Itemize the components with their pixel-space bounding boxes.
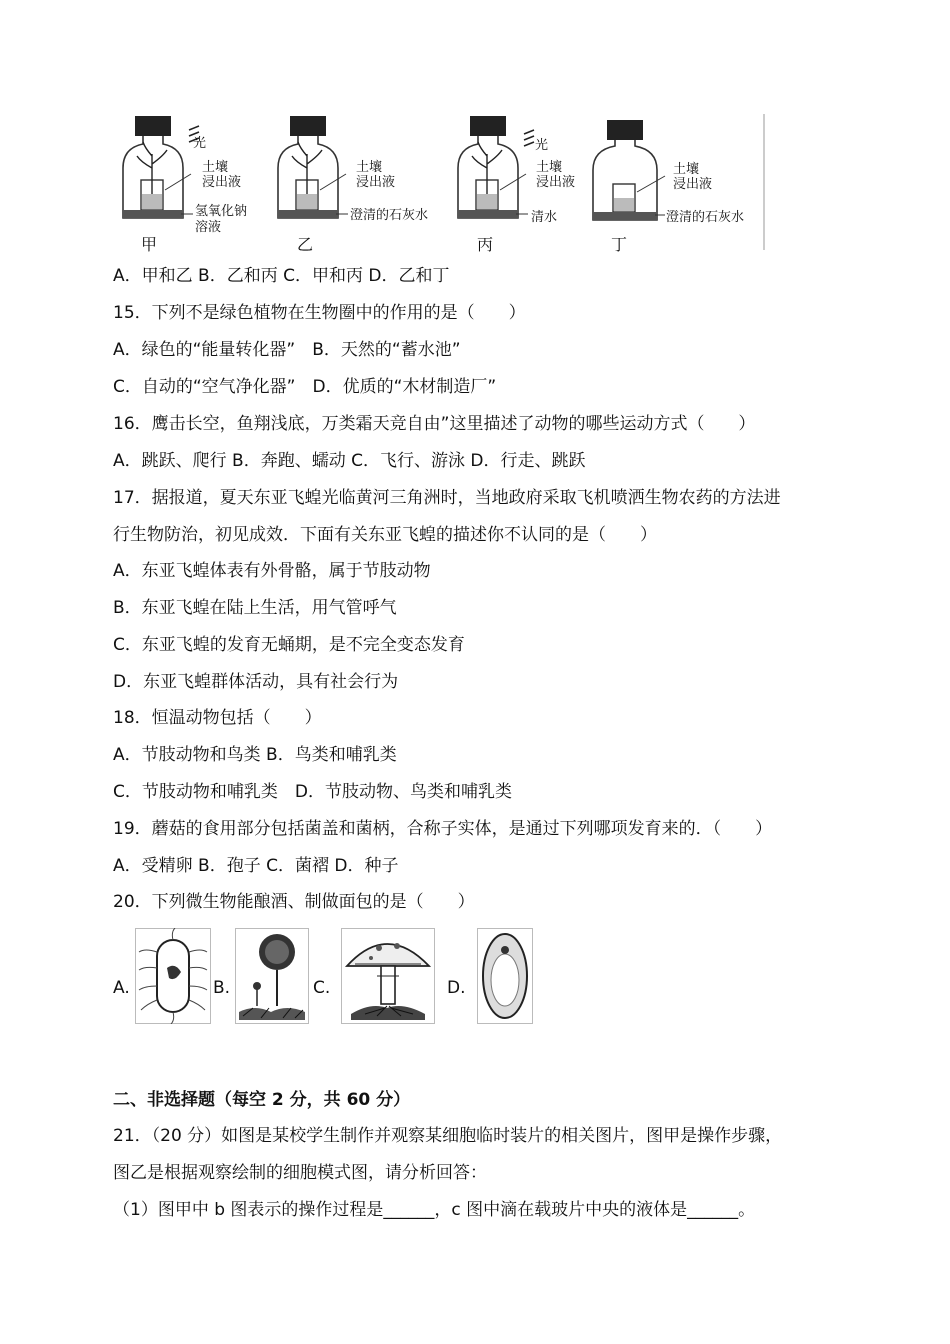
soil-label-line2: 浸出液 [536, 175, 576, 190]
q20-microbe-options [113, 928, 543, 1028]
q17-option-d: D．东亚飞蝗群体活动，具有社会行为 [113, 672, 399, 692]
soil-label-line1: 土壤 [673, 162, 700, 177]
q20-label-c: C. [313, 978, 331, 998]
q17-stem-2: 行生物防治，初见成效．下面有关东亚飞蝗的描述你不认同的是（ ） [113, 525, 657, 545]
light-label-bing: 光 [535, 138, 549, 153]
jar-yi [278, 116, 348, 218]
soil-label-ding [673, 162, 712, 192]
q15-options-1: A．绿色的“能量转化器” B．天然的“蓄水池” [113, 340, 461, 360]
q17-option-a: A．东亚飞蝗体表有外骨骼，属于节肢动物 [113, 561, 431, 581]
q16-stem: 16．鹰击长空，鱼翔浅底，万类霜天竞自由”这里描述了动物的哪些运动方式（ ） [113, 414, 756, 434]
q16-options: A．跳跃、爬行 B．奔跑、蠕动 C．飞行、游泳 D．行走、跳跃 [113, 451, 586, 471]
q17-stem-1: 17．据报道，夏天东亚飞蝗光临黄河三角洲时，当地政府采取飞机喷洒生物农药的方法进 [113, 488, 781, 508]
naoh-label [195, 204, 247, 236]
soil-label-jia [202, 160, 241, 190]
q21-stem-2: 图乙是根据观察绘制的细胞模式图，请分析回答： [113, 1163, 487, 1183]
jar-label-bing: 丙 [477, 235, 494, 254]
q21-subquestion-1: （1）图甲中 b 图表示的操作过程是______，c 图中滴在载玻片中央的液体是______。 [113, 1200, 756, 1220]
naoh-label-line1: 氢氧化钠 [195, 204, 248, 219]
q17-option-b: B．东亚飞蝗在陆上生活，用气管呼气 [113, 598, 397, 618]
yeast-image [477, 928, 533, 1024]
section-2-heading: 二、非选择题（每空 2 分，共 60 分） [113, 1090, 411, 1110]
jar-label-yi: 乙 [297, 235, 314, 254]
q20-stem: 20．下列微生物能酿酒、制做面包的是（ ） [113, 892, 475, 912]
q21-stem-1: 21．（20 分）如图是某校学生制作并观察某细胞临时装片的相关图片，图甲是操作步骤， [113, 1126, 783, 1146]
mushroom-image [341, 928, 435, 1024]
q17-option-c: C．东亚飞蝗的发育无蛹期，是不完全变态发育 [113, 635, 465, 655]
q19-stem: 19．蘑菇的食用部分包括菌盖和菌柄，合称子实体，是通过下列哪项发育来的．（ ） [113, 819, 773, 839]
bacterium-image [135, 928, 211, 1024]
mold-image [235, 928, 309, 1024]
soil-label-line2: 浸出液 [202, 175, 242, 190]
soil-label-line1: 土壤 [202, 160, 229, 175]
q15-stem: 15．下列不是绿色植物在生物圈中的作用的是（ ） [113, 303, 526, 323]
soil-label-line1: 土壤 [356, 160, 383, 175]
soil-label-line2: 浸出液 [356, 175, 396, 190]
q19-options: A．受精卵 B．孢子 C．菌褶 D．种子 [113, 856, 399, 876]
naoh-label-line2: 溶液 [195, 220, 222, 235]
q15-options-2: C．自动的“空气净化器” D．优质的“木材制造厂” [113, 377, 497, 397]
jar-ding [593, 120, 665, 220]
jar-label-jia: 甲 [141, 235, 158, 254]
q20-label-a: A. [113, 978, 130, 998]
q18-options-1: A．节肢动物和鸟类 B．鸟类和哺乳类 [113, 745, 397, 765]
jar-label-ding: 丁 [611, 235, 628, 254]
q20-label-b: B. [213, 978, 231, 998]
q18-options-2: C．节肢动物和哺乳类 D．节肢动物、鸟类和哺乳类 [113, 782, 512, 802]
limewater-label-ding: 澄清的石灰水 [666, 210, 745, 225]
jar-bing [458, 116, 534, 218]
jar-jia [123, 116, 199, 218]
soil-label-bing [536, 160, 575, 190]
water-label: 清水 [531, 210, 558, 225]
q20-label-d: D. [447, 978, 466, 998]
q14-options: A．甲和乙 B．乙和丙 C．甲和丙 D．乙和丁 [113, 266, 450, 286]
light-label-jia: 光 [193, 136, 207, 151]
q18-stem: 18．恒温动物包括（ ） [113, 708, 322, 728]
soil-label-line1: 土壤 [536, 160, 563, 175]
soil-label-line2: 浸出液 [673, 177, 713, 192]
soil-label-yi [356, 160, 395, 190]
jar-experiment-figure [113, 112, 766, 252]
limewater-label-yi: 澄清的石灰水 [350, 208, 429, 223]
